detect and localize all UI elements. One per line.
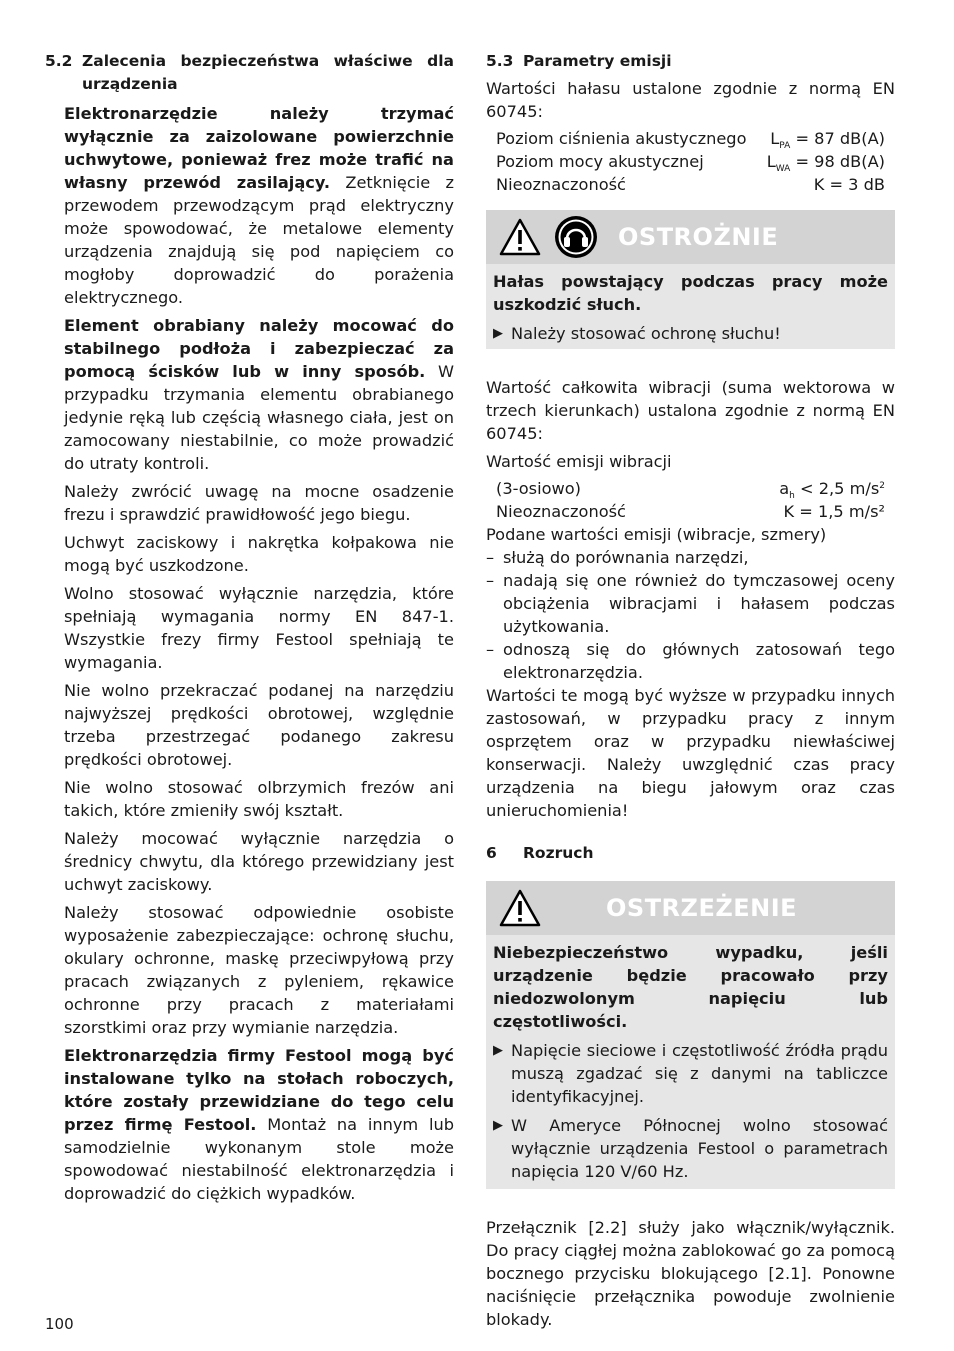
paragraph-shank-diameter: Należy mocować wyłącznie narzędzia o średnicy chwytu, dla którego przewidziany jest uchwyt zaciskowy. [64, 829, 454, 894]
left-column [45, 50, 454, 1205]
section-number: 6 [486, 844, 497, 862]
noise-value: K = 3 dB [813, 175, 885, 194]
emission-intro: Podane wartości emisji (wibracje, szmery) [486, 525, 827, 544]
vibration-row [496, 477, 885, 500]
section-5-2-heading [45, 50, 454, 96]
noise-label: Poziom ciśnienia akustycznego [496, 129, 747, 148]
vibration-label: Wartość emisji wibracji [486, 452, 672, 471]
vibration-row-value: $a_h < 2,5$ $m/s^2$ [779, 479, 885, 501]
warning-header [486, 881, 895, 935]
caution-title: OSTROŻNIE [618, 222, 779, 251]
noise-row [496, 173, 885, 196]
emission-outro: Wartości te mogą być wyższe w przypadku innych zastosowań, w przypadku pracy z innym osprzętem oraz w przypadku niewłaściwej konserwacji. Należy uwzględnić czas pracy urządzenia na biegu jałowym oraz czas unieruchomienia! [486, 686, 895, 820]
noise-value: $L_{WA} = 98$ dB(A) [766, 152, 885, 174]
noise-table [496, 127, 885, 196]
paragraph-text: Zetknięcie z przewodem przewodzącym prąd elektryczny może spowodować, że metalowe elementy urządzenia znajdują się pod napięciem co mogłoby doprowadzić do porażenia elektrycznego. [64, 173, 454, 307]
vibration-row-label: Nieoznaczoność [496, 502, 626, 521]
vibration-intro: Wartość całkowita wibracji (suma wektorowa w trzech kierunkach) ustalona zgodnie z normą EN 60745: [486, 378, 895, 443]
bold-lead: Elektronarzędzia firmy Festool mogą być instalowane tylko na stołach roboczych, które zostały przewidziane do tego celu przez firmę Festool. [64, 1046, 454, 1134]
paragraph-collet: Uchwyt zaciskowy i nakrętka kołpakowa nie mogą być uszkodzone. [64, 533, 454, 575]
paragraph-max-speed: Nie wolno przekraczać podanej na narzędziu najwyższej prędkości obrotowej, względnie trzeba przestrzegać podanego zakresu prędkości obrotowej. [64, 681, 454, 769]
section-5-2-body [64, 102, 454, 1205]
section-5-3-heading [486, 50, 895, 73]
caution-text: Hałas powstający podczas pracy może uszkodzić słuch. [493, 272, 888, 314]
vibration-row-label: (3-osiowo) [496, 479, 581, 498]
right-column [486, 50, 895, 1331]
paragraph-cutter-seating: Należy zwrócić uwagę na mocne osadzenie frezu i sprawdzić prawidłowość jego biegu. [64, 482, 454, 524]
warning-text: Niebezpieczeństwo wypadku, jeśli urządzenie będzie pracowało przy niedozwolonym napięciu lub częstotliwości. [493, 943, 888, 1031]
noise-label: Poziom mocy akustycznej [496, 152, 704, 171]
warning-title: OSTRZEŻENIE [606, 893, 798, 922]
paragraph-text: W przypadku trzymania elementu obrabianego jedynie ręką lub częścią własnego ciała, jest on zamocowany niestabilnie, co może prowadzić do utraty kontroli. [64, 362, 454, 473]
paragraph-ppe: Należy stosować odpowiednie osobiste wyposażenie zabezpieczające: ochronę słuchu, okulary ochronne, maskę przeciwpyłową przy pracach związanych z pyleniem, rękawice ochronne przy pracach z materiałami szorstkimi oraz przy wymianie narzędzia. [64, 903, 454, 1037]
warning-bullet [493, 1114, 888, 1183]
warning-box [486, 881, 895, 1189]
warning-bullet [493, 1039, 888, 1108]
dash-item: – służą do porównania narzędzi, [486, 548, 749, 567]
caution-box [486, 210, 895, 349]
section-number: 5.3 [486, 52, 514, 70]
bullet-arrow-icon: ▶ [493, 1118, 503, 1133]
warning-triangle-icon [498, 888, 542, 928]
bullet-arrow-icon: ▶ [493, 1043, 503, 1058]
section-title: Parametry emisji [523, 52, 672, 70]
bullet-text: Należy stosować ochronę słuchu! [511, 324, 781, 343]
emission-dash-list [486, 546, 895, 684]
vibration-table [496, 477, 885, 523]
bullet-text: W Ameryce Północnej wolno stosować wyłącznie urządzenia Festool o parametrach napięcia 120 V/60 Hz. [511, 1116, 888, 1181]
section-title: Rozruch [523, 844, 594, 862]
noise-row [496, 127, 885, 150]
paragraph-insulated-grip [64, 102, 454, 309]
page-number: 100 [45, 1315, 74, 1333]
paragraph-clamp-workpiece [64, 314, 454, 475]
paragraph-work-tables [64, 1044, 454, 1205]
paragraph-large-cutters: Nie wolno stosować olbrzymich frezów ani takich, które zmieniły swój kształt. [64, 778, 454, 820]
vibration-row [496, 500, 885, 523]
hearing-protection-icon [554, 215, 598, 259]
section-6-heading [486, 842, 895, 865]
caution-header [486, 210, 895, 264]
noise-label: Nieoznaczoność [496, 175, 626, 194]
vibration-row-value: K = 1,5 m/s² [783, 502, 885, 521]
section-title: Zalecenia bezpieczeństwa właściwe dla urządzenia [82, 52, 454, 93]
bullet-arrow-icon: ▶ [493, 326, 503, 341]
paragraph-en847: Wolno stosować wyłącznie narzędzia, które spełniają wymagania normy EN 847-1. Wszystkie frezy firmy Festool spełniają te wymagania. [64, 584, 454, 672]
switch-paragraph: Przełącznik [2.2] służy jako włącznik/wyłącznik. Do pracy ciągłej można zablokować go za pomocą bocznego przycisku blokującego [2.1]. Ponowne naciśnięcie przełącznika powoduje zwolnienie blokady. [486, 1218, 895, 1329]
dash-item: – odnoszą się do głównych zatosowań tego elektronarzędzia. [486, 640, 895, 682]
dash-item: – nadają się one również do tymczasowej oceny obciążenia wibracjami i hałasem podczas użytkowania. [486, 571, 895, 636]
noise-value: $L_{PA} = 87$ dB(A) [770, 129, 885, 151]
section-number: 5.2 [45, 52, 73, 70]
noise-row [496, 150, 885, 173]
bold-lead: Element obrabiany należy mocować do stabilnego podłoża i zabezpieczać za pomocą ścisków lub w inny sposób. [64, 316, 454, 381]
bullet-text: Napięcie sieciowe i częstotliwość źródła prądu muszą zgadzać się z danymi na tabliczce identyfikacyjnej. [511, 1041, 888, 1106]
paragraph-text: Montaż na innym lub samodzielnie wykonanym stole może spowodować niestabilność elektronarzędzia i doprowadzić do ciężkich wypadków. [64, 1115, 454, 1203]
warning-body [486, 935, 895, 1189]
bold-lead: Elektronarzędzie należy trzymać wyłącznie za zaizolowane powierzchnie uchwytowe, ponieważ frez może trafić na własny przewód zasilający. [64, 104, 454, 192]
warning-triangle-icon [498, 217, 542, 257]
caution-bullet [493, 322, 888, 345]
caution-body [486, 264, 895, 349]
noise-intro: Wartości hałasu ustalone zgodnie z normą EN 60745: [486, 79, 895, 121]
